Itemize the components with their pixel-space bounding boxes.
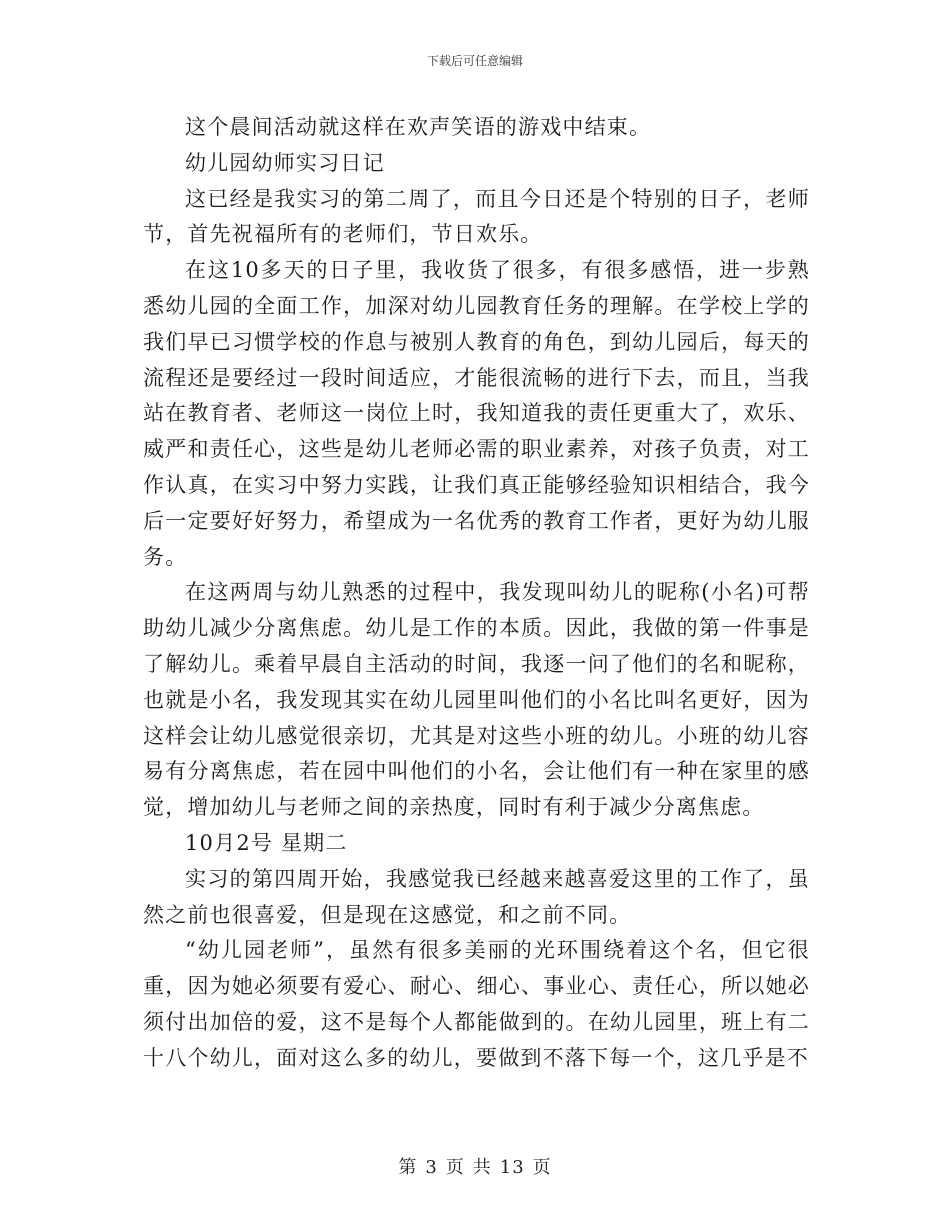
page-footer xyxy=(0,1153,950,1179)
paragraph-kindergarten-teacher: “幼儿园老师”，虽然有很多美丽的光环围绕着这个名，但它很重，因为她必须要有爱心、耐心、细心、事业心、责任心，所以她必须付出加倍的爱，这不是每个人都能做到的。在幼儿园里，班上有二十八个幼儿，面对这么多的幼儿，要做到不落下每一个，这几乎是不 xyxy=(143,938,810,1070)
paragraph-nicknames: 在这两周与幼儿熟悉的过程中，我发现叫幼儿的昵称(小名)可帮助幼儿减少分离焦虑。幼儿是工作的本质。因此，我做的第一件事是了解幼儿。乘着早晨自主活动的时间，我逐一问了他们的名和昵称，也就是小名，我发现其实在幼儿园里叫他们的小名比叫名更好，因为这样会让幼儿感觉很亲切，尤其是对这些小班的幼儿。小班的幼儿容易有分离焦虑，若在园中叫他们的小名，会让他们有一种在家里的感觉，增加幼儿与老师之间的亲热度，同时有利于减少分离焦虑。 xyxy=(143,580,810,820)
footer-label-page-unit: 页 xyxy=(445,1157,465,1178)
paragraph-closing-line: 这个晨间活动就这样在欢声笑语的游戏中结束。 xyxy=(185,115,652,139)
footer-total-pages: 13 xyxy=(499,1157,525,1178)
paragraph-fourth-week: 实习的第四周开始，我感觉我已经越来越喜爱这里的工作了，虽然之前也很喜爱，但是现在这感觉，和之前不同。 xyxy=(143,866,810,927)
footer-current-page: 3 xyxy=(425,1157,438,1178)
footer-label-page: 第 xyxy=(398,1157,418,1178)
diary-date-heading: 10月2号 星期二 xyxy=(185,830,348,855)
footer-label-total: 共 xyxy=(472,1157,492,1178)
footer-label-total-unit: 页 xyxy=(532,1157,552,1178)
paragraph-ten-days: 在这10多天的日子里，我收货了很多，有很多感悟，进一步熟悉幼儿园的全面工作，加深对幼儿园教育任务的理解。在学校上学的我们早已习惯学校的作息与被别人教育的角色，到幼儿园后，每天的流程还是要经过一段时间适应，才能很流畅的进行下去，而且，当我站在教育者、老师这一岗位上时，我知道我的责任更重大了，欢乐、威严和责任心，这些是幼儿老师必需的职业素养，对孩子负责，对工作认真，在实习中努力实践，让我们真正能够经验知识相结合，我今后一定要好好努力，希望成为一名优秀的教育工作者，更好为幼儿服务。 xyxy=(143,258,810,569)
section-title: 幼儿园幼师实习日记 xyxy=(185,150,385,175)
body-text xyxy=(143,110,810,1077)
header-note: 下载后可任意编辑 xyxy=(426,54,523,68)
paragraph-teachers-day: 这已经是我实习的第二周了，而且今日还是个特别的日子，老师节，首先祝福所有的老师们，节日欢乐。 xyxy=(143,186,810,247)
